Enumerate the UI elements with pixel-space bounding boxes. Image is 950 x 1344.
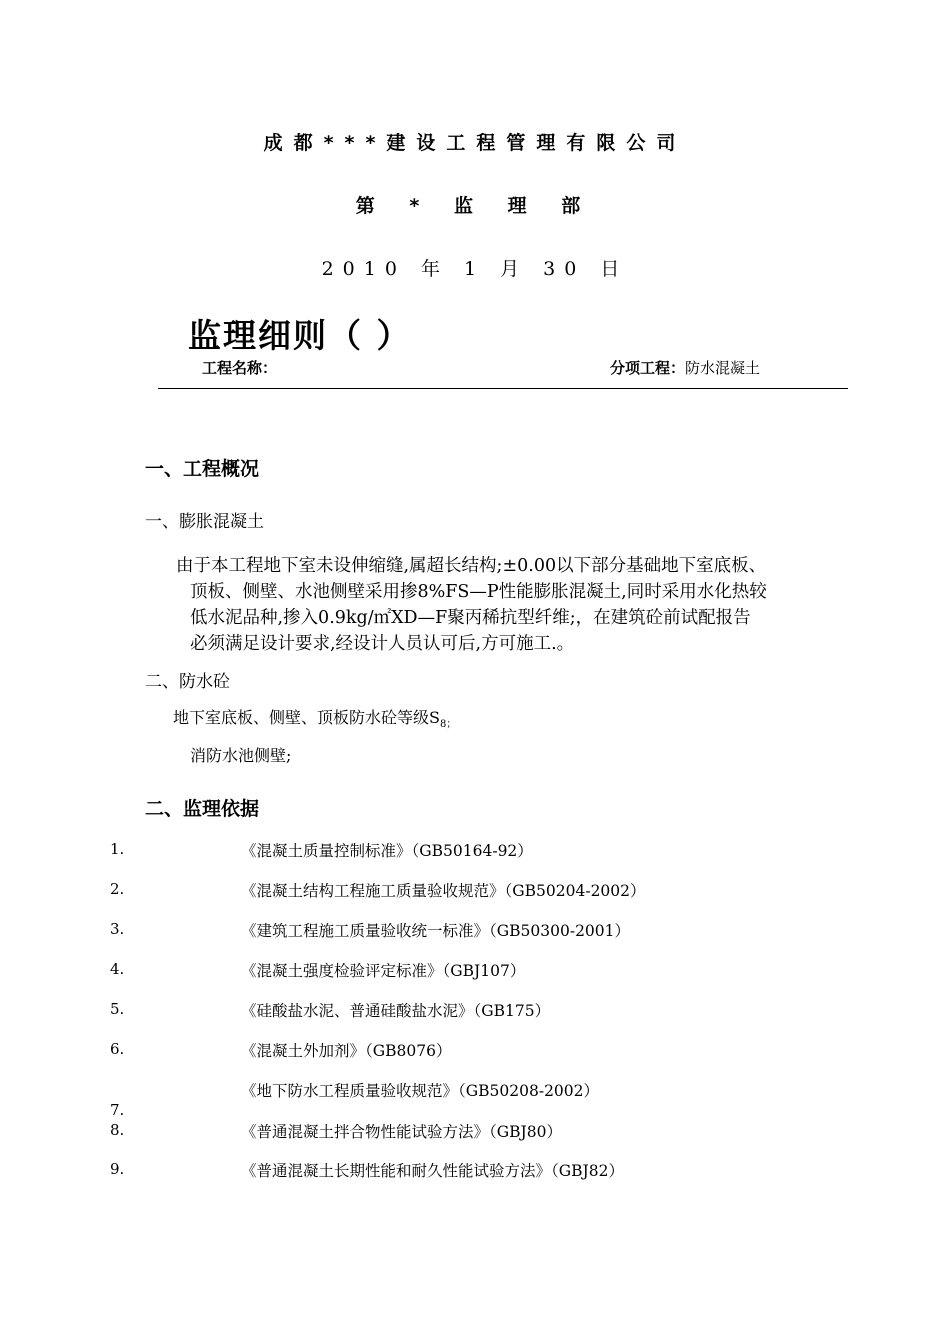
list-item-text: 《混凝土强度检验评定标准》（GBJ107）: [241, 962, 526, 980]
list-item-number: 7.: [110, 1101, 125, 1119]
list-item-number: 8.: [110, 1121, 125, 1139]
waterproof-grade-text: 地下室底板、侧壁、顶板防水砼等级S: [173, 708, 440, 727]
sub-project-label: 分项工程：: [610, 359, 686, 377]
waterproof-grade-subscript: 8；: [439, 719, 457, 731]
list-item-number: 1.: [110, 840, 125, 858]
list-item-number: 3.: [110, 920, 125, 938]
list-item-number: 5.: [110, 1000, 125, 1018]
header-divider: [158, 388, 848, 389]
list-item-text: 《普通混凝土拌合物性能试验方法》（GBJ80）: [241, 1123, 562, 1141]
sub-project-value: 防水混凝土: [685, 359, 761, 377]
document-date: 2010 年 1 月 30 日: [321, 258, 629, 280]
list-item-text: 《混凝土外加剂》（GB8076）: [241, 1042, 452, 1060]
waterproof-grade-line: [173, 705, 456, 730]
project-name-label: 工程名称：: [202, 359, 278, 377]
list-item-text: 《普通混凝土长期性能和耐久性能试验方法》（GBJ82）: [241, 1162, 624, 1180]
list-item-text: 《混凝土质量控制标准》（GB50164-92）: [241, 842, 533, 860]
list-item-text: 《混凝土结构工程施工质量验收规范》（GB50204-2002）: [241, 882, 646, 900]
document-title: 监理细则（ ）: [188, 316, 412, 355]
list-item-number: 9.: [110, 1160, 125, 1178]
section-heading-overview: 一、工程概况: [145, 458, 260, 480]
project-name-field: [202, 357, 277, 378]
list-item-number: 6.: [110, 1040, 125, 1058]
sub-project-field: [610, 357, 760, 378]
subsection-heading-expansive-concrete: 一、膨胀混凝土: [145, 512, 264, 532]
list-item-text: 《地下防水工程质量验收规范》（GB50208-2002）: [241, 1082, 600, 1100]
department-name: 第 * 监 理 部: [355, 195, 595, 217]
paragraph-line: 必须满足设计要求,经设计人员认可后,方可施工.。: [190, 634, 575, 654]
paragraph-line: 顶板、侧壁、水池侧壁采用掺8%FS—P性能膨胀混凝土,同时采用水化热较: [190, 582, 767, 602]
fire-pool-line: 消防水池侧壁;: [190, 746, 292, 765]
list-item-number: 2.: [110, 880, 125, 898]
section-heading-basis: 二、监理依据: [145, 798, 260, 820]
subsection-heading-waterproof-concrete: 二、防水砼: [145, 672, 230, 692]
paragraph-line: 低水泥品种,掺入0.9kg/㎡XD—F聚丙稀抗型纤维;，在建筑砼前试配报告: [190, 608, 751, 628]
company-name: 成都***建设工程管理有限公司: [263, 132, 687, 154]
paragraph-line: 由于本工程地下室未设伸缩缝,属超长结构;±0.00以下部分基础地下室底板、: [176, 556, 767, 576]
list-item-text: 《硅酸盐水泥、普通硅酸盐水泥》（GB175）: [241, 1002, 551, 1020]
list-item-number: 4.: [110, 960, 125, 978]
list-item-text: 《建筑工程施工质量验收统一标准》（GB50300-2001）: [241, 922, 631, 940]
